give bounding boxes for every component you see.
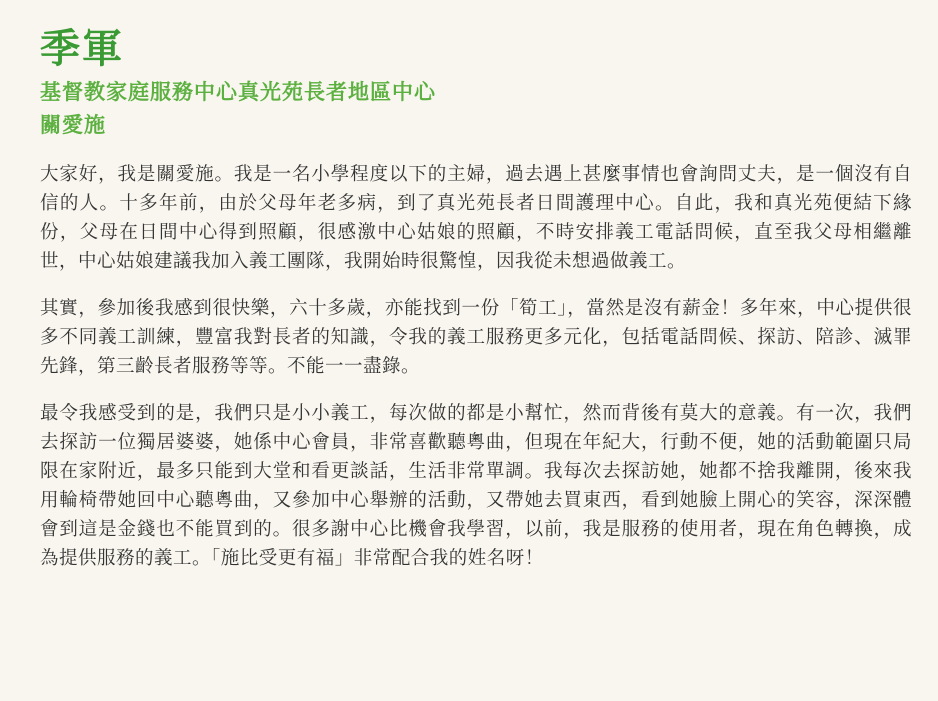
- paragraph-1: 大家好，我是關愛施。我是一名小學程度以下的主婦，過去遇上甚麼事情也會詢問丈夫，是一個沒有自信的人。十多年前，由於父母年老多病，到了真光苑長者日間護理中心。自此，我和真光苑便結下緣份，父母在日間中心得到照顧，很感激中心姑娘的照顧，不時安排義工電話問候，直至我父母相繼離世，中心姑娘建議我加入義工團隊，我開始時很驚惶，因我從未想過做義工。: [40, 164, 912, 272]
- organization-name: 基督教家庭服務中心真光苑長者地區中心: [40, 80, 436, 104]
- paragraph-3: 最令我感受到的是，我們只是小小義工，每次做的都是小幫忙，然而背後有莫大的意義。有一次，我們去探訪一位獨居婆婆，她係中心會員，非常喜歡聽粵曲，但現在年紀大，行動不便，她的活動範圍只局限在家附近，最多只能到大堂和看更談話，生活非常單調。我每次去探訪她，她都不捨我離開，後來我用輪椅帶她回中心聽粵曲，又參加中心舉辦的活動，又帶她去買東西，看到她臉上開心的笑容，深深體會到這是金錢也不能買到的。很多謝中心比機會我學習，以前，我是服務的使用者，現在角色轉換，成為提供服務的義工。「施比受更有福」非常配合我的姓名呀！: [40, 403, 912, 569]
- paragraph-2: 其實，參加後我感到很快樂，六十多歲，亦能找到一份「筍工」，當然是沒有薪金！多年來，中心提供很多不同義工訓練，豐富我對長者的知識，令我的義工服務更多元化，包括電話問候、探訪、陪診、滅罪先鋒，第三齡長者服務等等。不能一一盡錄。: [40, 298, 912, 377]
- header: [40, 22, 914, 142]
- story-body: [40, 160, 912, 573]
- award-title: 季軍: [40, 26, 124, 72]
- person-name: 關愛施: [40, 113, 106, 137]
